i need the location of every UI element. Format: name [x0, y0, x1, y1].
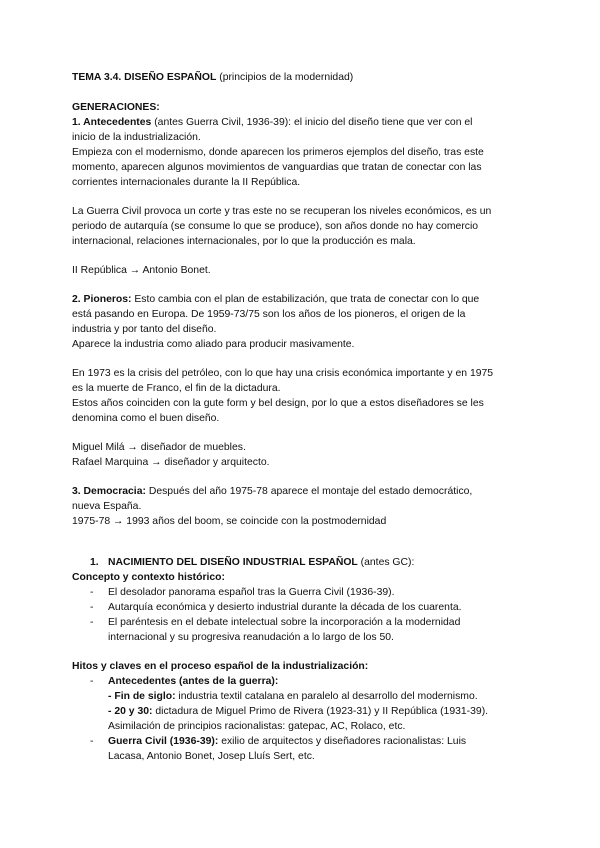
designer-line: Rafael Marquina → diseñador y arquitecto.: [72, 457, 270, 468]
text-line: corrientes internacionales durante la II República.: [72, 177, 301, 188]
text-line: periodo de autarquía (se consume lo que se produce), son años donde no hay comercio: [72, 221, 479, 232]
hitos-20-30: - 20 y 30: dictadura de Miguel Primo de Rivera (1923-31) y II República (1931-39).: [108, 706, 489, 717]
bullet-marker: -: [90, 736, 94, 747]
crisis-paragraph: En 1973 es la crisis del petróleo, con lo que hay una crisis económica importante y en 1975: [72, 368, 494, 379]
bullet-marker: -: [90, 602, 94, 613]
section-heading: NACIMIENTO DEL DISEÑO INDUSTRIAL ESPAÑOL (antes GC):: [108, 557, 415, 568]
generaciones-heading: GENERACIONES:: [72, 102, 160, 113]
text-line: Lacasa, Antonio Bonet, Josep Lluís Sert, etc.: [108, 751, 315, 762]
bullet-marker: -: [90, 587, 94, 598]
list-item-continuation: internacional y su progresiva reanudación a lo largo de los 50.: [108, 632, 394, 643]
hitos-antecedentes: Antecedentes (antes de la guerra):: [108, 676, 279, 687]
text-line: Aparece la industria como aliado para producir masivamente.: [72, 339, 355, 350]
text-line: nueva España.: [72, 501, 142, 512]
text-line: denomina como el buen diseño.: [72, 413, 220, 424]
pioneros-paragraph: 2. Pioneros: Esto cambia con el plan de estabilización, que trata de conectar con lo que: [72, 294, 480, 305]
text-line: 1975-78 → 1993 años del boom, se coincide con la postmodernidad: [72, 516, 387, 527]
guerra-paragraph: La Guerra Civil provoca un corte y tras este no se recuperan los niveles económicos, es un: [72, 206, 492, 217]
bullet-marker: -: [90, 617, 94, 628]
text-line: está pasando en Europa. De 1959-73/75 son los años de los pioneros, el origen de la: [72, 309, 466, 320]
text-line: es la muerte de Franco, el fin de la dictadura.: [72, 383, 281, 394]
list-item: Autarquía económica y desierto industrial durante la década de los cuarenta.: [108, 602, 462, 613]
hitos-heading: Hitos y claves en el proceso español de la industrialización:: [72, 661, 369, 672]
democracia-paragraph: 3. Democracia: Después del año 1975-78 aparece el montaje del estado democrático,: [72, 486, 473, 497]
document-title: TEMA 3.4. DISEÑO ESPAÑOL (principios de la modernidad): [72, 72, 354, 83]
text-line: Empieza con el modernismo, donde aparecen los primeros ejemplos del diseño, tras este: [72, 147, 484, 158]
concepto-heading: Concepto y contexto histórico:: [72, 572, 225, 583]
republica-line: II República → Antonio Bonet.: [72, 265, 211, 276]
text-line: internacional, relaciones internacionales, por lo que la producción es mala.: [72, 236, 416, 247]
section-number: 1.: [90, 557, 99, 568]
hitos-fin-siglo: - Fin de siglo: industria textil catalana en paralelo al desarrollo del modernismo.: [108, 691, 478, 702]
text-line: momento, aparecen algunos movimientos de vanguardias que tratan de conectar con las: [72, 162, 482, 173]
hitos-guerra-civil: Guerra Civil (1936-39): exilio de arquitectos y diseñadores racionalistas: Luis: [108, 736, 467, 747]
bullet-marker: -: [90, 676, 94, 687]
antecedentes-paragraph: 1. Antecedentes (antes Guerra Civil, 1936-39): el inicio del diseño tiene que ver con el: [72, 117, 473, 128]
text-line: inicio de la industrialización.: [72, 132, 201, 143]
text-line: industria y por tanto del diseño.: [72, 324, 217, 335]
list-item: El desolador panorama español tras la Guerra Civil (1936-39).: [108, 587, 395, 598]
designer-line: Miguel Milá → diseñador de muebles.: [72, 442, 246, 453]
text-line: Estos años coinciden con la gute form y bel design, por lo que a estos diseñadores se les: [72, 398, 484, 409]
list-item: El paréntesis en el debate intelectual sobre la incorporación a la modernidad: [108, 617, 461, 628]
hitos-asimilacion: Asimilación de principios racionalistas: gatepac, AC, Rolaco, etc.: [108, 721, 406, 732]
